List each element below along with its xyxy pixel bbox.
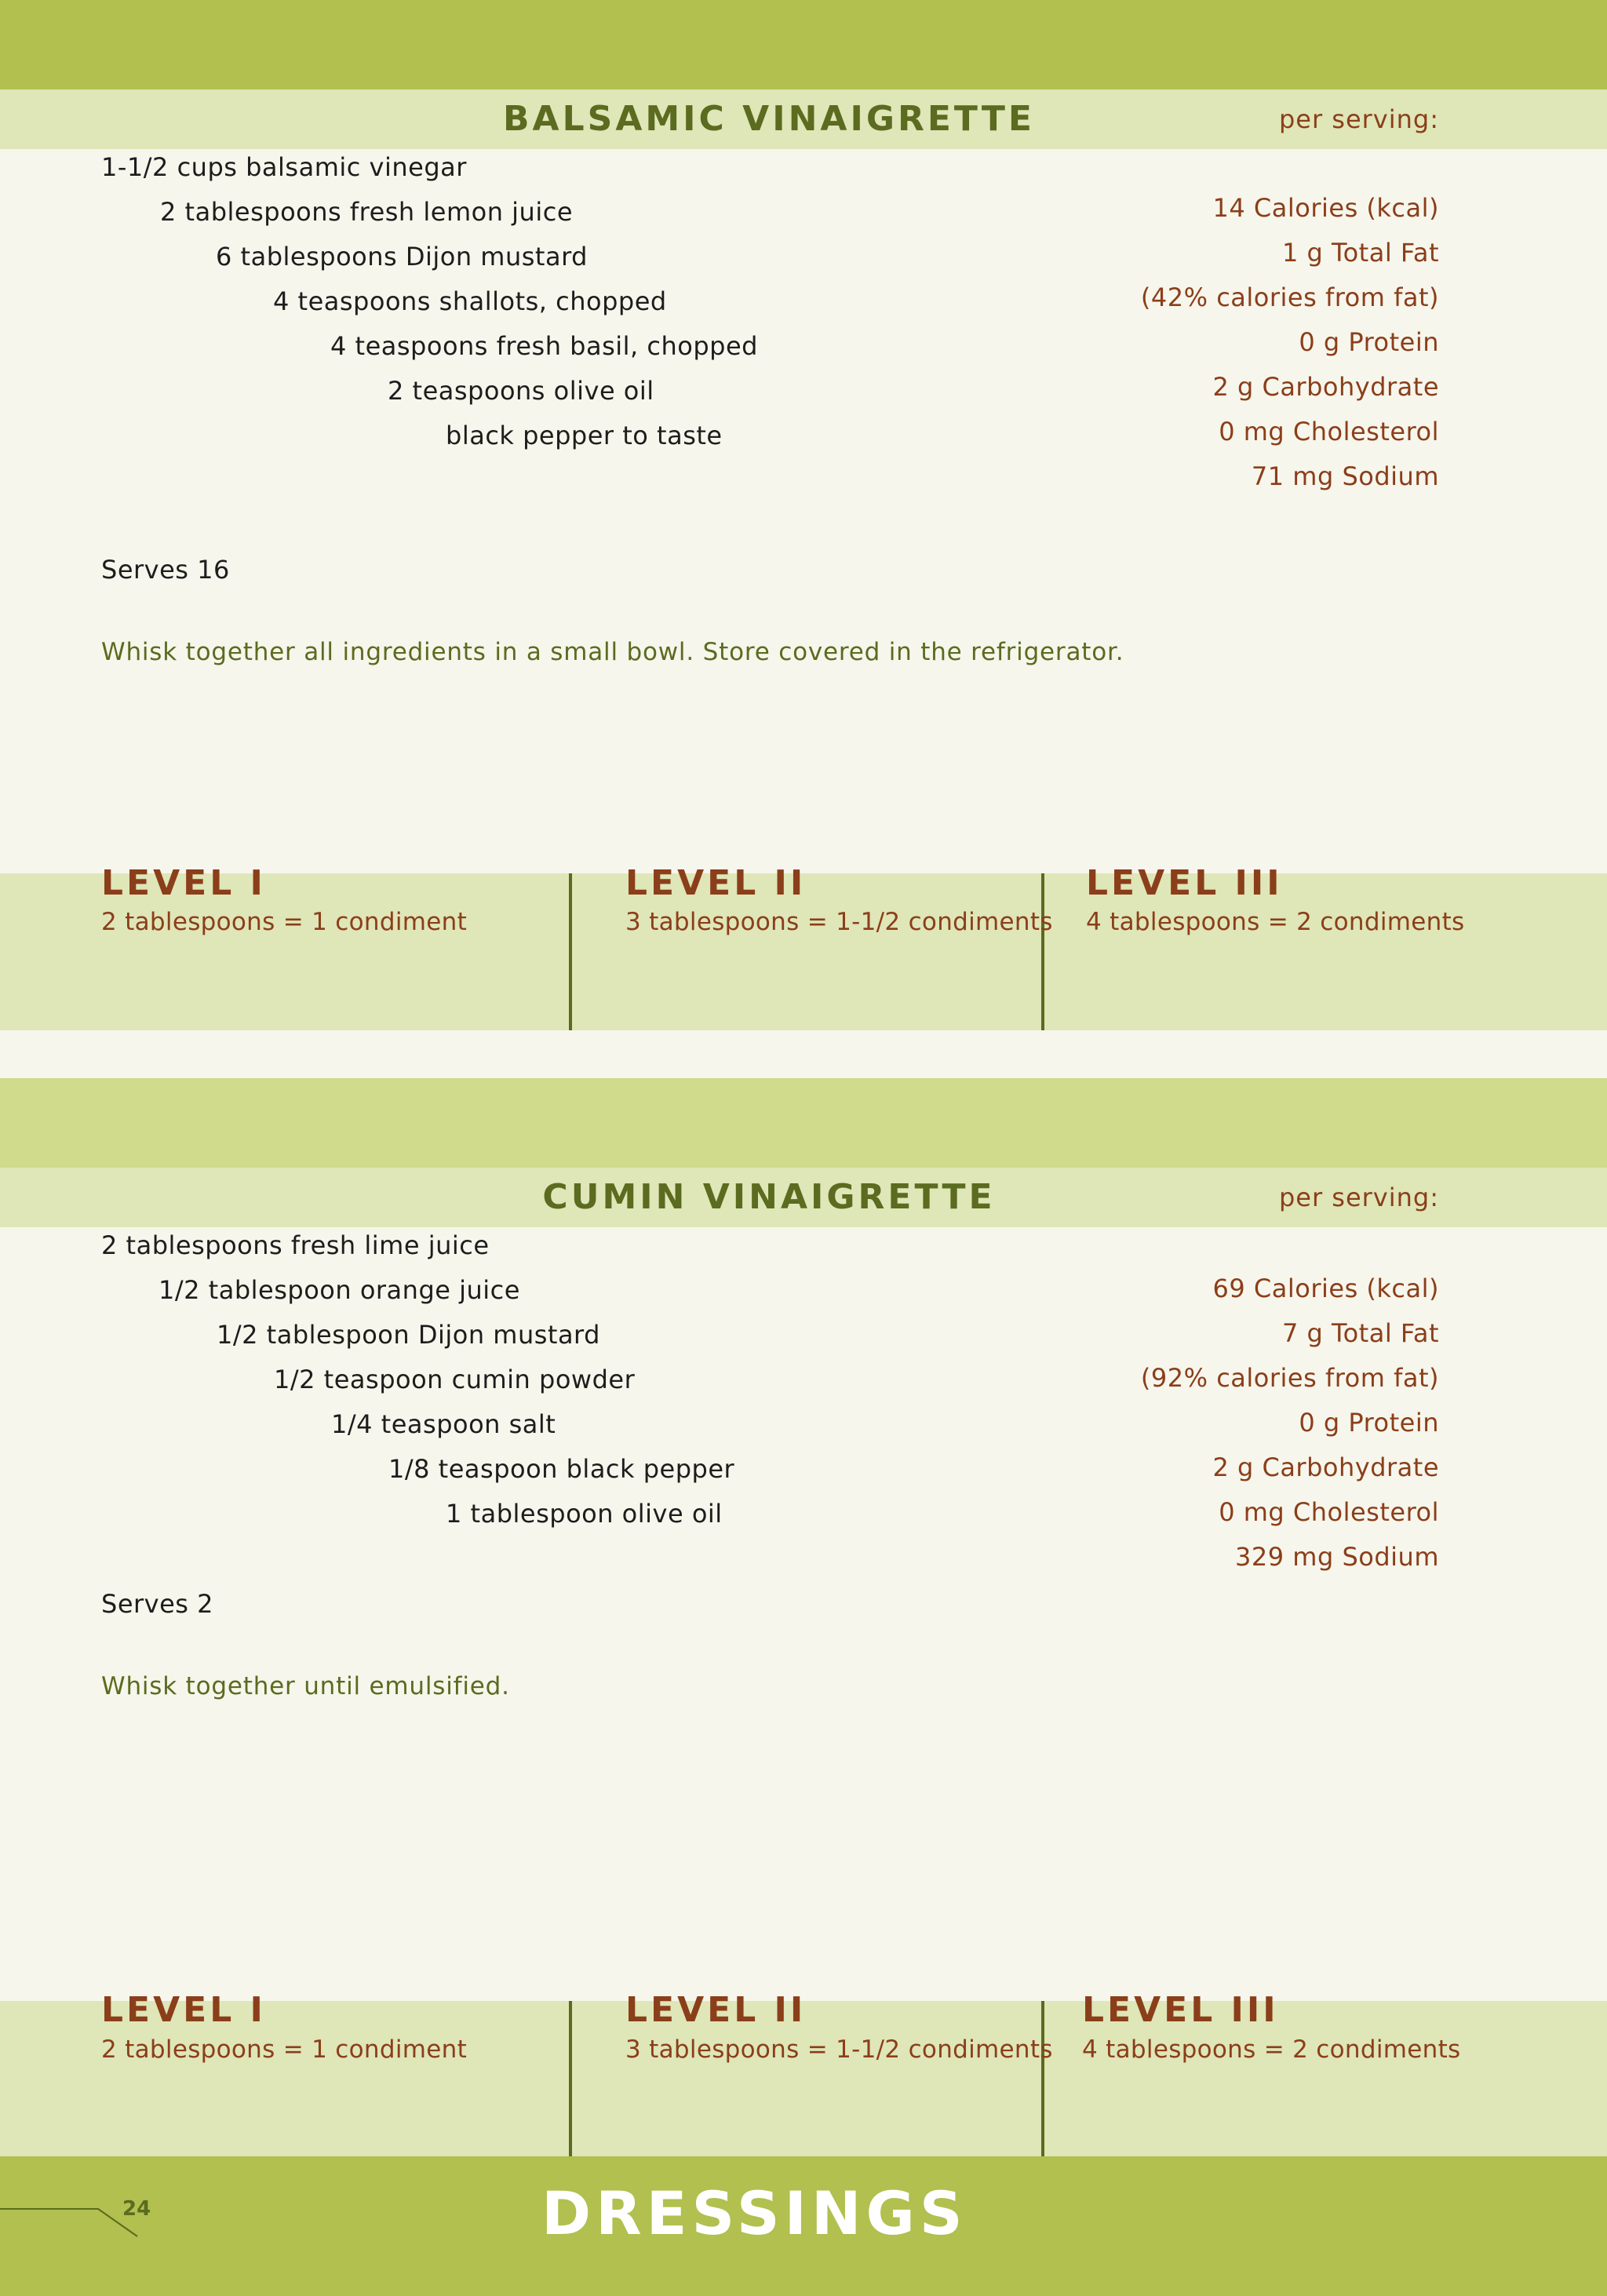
nutrition-item: 69 Calories (kcal) <box>1212 1274 1439 1303</box>
nutrition-item: 7 g Total Fat <box>1281 1318 1439 1348</box>
ingredient-item: 1 tablespoon olive oil <box>446 1499 723 1529</box>
ingredient-item: 1-1/2 cups balsamic vinegar <box>101 152 467 182</box>
level-2-desc: 3 tablespoons = 1-1/2 condiments <box>625 908 1053 936</box>
per-serving-label: per serving: <box>1278 1183 1439 1212</box>
serves-text: Serves 2 <box>101 1589 213 1619</box>
nutrition-item: 0 mg Cholesterol <box>1219 1497 1439 1527</box>
nutrition-item: 1 g Total Fat <box>1281 238 1439 268</box>
ingredient-item: 6 tablespoons Dijon mustard <box>216 242 588 272</box>
recipe-title-band <box>0 89 1607 149</box>
level-3-desc: 4 tablespoons = 2 condiments <box>1086 908 1465 936</box>
level-divider <box>569 873 572 1030</box>
ingredient-item: 1/2 teaspoon cumin powder <box>274 1365 636 1394</box>
ingredient-item: 2 teaspoons olive oil <box>388 376 654 406</box>
level-divider <box>1041 873 1044 1030</box>
level-3-desc: 4 tablespoons = 2 condiments <box>1082 2035 1461 2064</box>
section-separator-band <box>0 1078 1607 1168</box>
nutrition-item: 0 mg Cholesterol <box>1219 417 1439 446</box>
level-3-title: LEVEL III <box>1082 1990 1279 2030</box>
ingredient-item: 1/4 teaspoon salt <box>331 1409 556 1439</box>
nutrition-item: 0 g Protein <box>1299 1408 1439 1438</box>
instructions-text: Whisk together all ingredients in a small bowl. Store covered in the refrigerator. <box>101 638 1124 666</box>
level-2-title: LEVEL II <box>625 863 807 903</box>
ingredient-item: 2 tablespoons fresh lemon juice <box>160 197 573 227</box>
level-divider <box>1041 2001 1044 2156</box>
level-1-desc: 2 tablespoons = 1 condiment <box>101 908 468 936</box>
nutrition-item: 0 g Protein <box>1299 327 1439 357</box>
level-1-desc: 2 tablespoons = 1 condiment <box>101 2035 468 2064</box>
level-2-title: LEVEL II <box>625 1990 807 2030</box>
nutrition-item: 71 mg Sodium <box>1251 461 1439 491</box>
level-1-title: LEVEL I <box>101 863 266 903</box>
nutrition-item: (92% calories from fat) <box>1140 1363 1439 1393</box>
nutrition-item: (42% calories from fat) <box>1140 282 1439 312</box>
recipe-title: BALSAMIC VINAIGRETTE <box>503 99 1035 139</box>
ingredient-item: 1/2 tablespoon Dijon mustard <box>217 1320 600 1350</box>
nutrition-item: 14 Calories (kcal) <box>1212 193 1439 223</box>
level-1-title: LEVEL I <box>101 1990 266 2030</box>
nutrition-item: 329 mg Sodium <box>1235 1542 1439 1572</box>
instructions-text: Whisk together until emulsified. <box>101 1672 510 1700</box>
page-number: 24 <box>122 2197 151 2221</box>
ingredient-item: 1/8 teaspoon black pepper <box>388 1454 735 1484</box>
level-divider <box>569 2001 572 2156</box>
nutrition-item: 2 g Carbohydrate <box>1212 372 1439 402</box>
ingredient-item: black pepper to taste <box>446 421 723 450</box>
serves-text: Serves 16 <box>101 555 230 585</box>
ingredient-item: 1/2 tablespoon orange juice <box>159 1275 520 1305</box>
recipe-title-band <box>0 1168 1607 1227</box>
ingredient-item: 4 teaspoons shallots, chopped <box>273 286 667 316</box>
section-footer-title: DRESSINGS <box>541 2178 967 2248</box>
ingredient-item: 2 tablespoons fresh lime juice <box>101 1230 490 1260</box>
ingredient-item: 4 teaspoons fresh basil, chopped <box>330 331 758 361</box>
recipe-title: CUMIN VINAIGRETTE <box>542 1177 996 1217</box>
level-3-title: LEVEL III <box>1086 863 1283 903</box>
section-gap <box>0 1030 1607 1078</box>
per-serving-label: per serving: <box>1278 104 1439 134</box>
top-bar <box>0 0 1607 89</box>
level-2-desc: 3 tablespoons = 1-1/2 condiments <box>625 2035 1053 2064</box>
nutrition-item: 2 g Carbohydrate <box>1212 1452 1439 1482</box>
